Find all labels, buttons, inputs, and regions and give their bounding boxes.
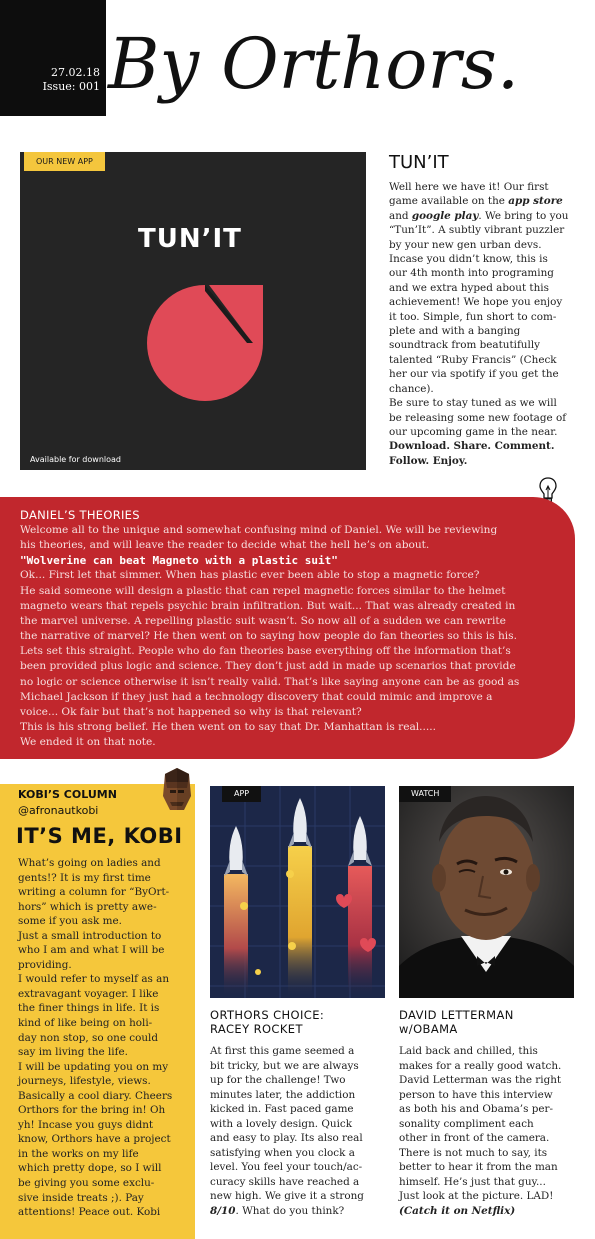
app-store-link[interactable]: app store — [508, 195, 563, 208]
issue-date: 27.02.18 — [51, 66, 100, 79]
app-feature-tag: OUR NEW APP — [24, 152, 105, 171]
netflix-note: (Catch it on Netflix) — [399, 1205, 516, 1218]
available-download-label: Available for download — [30, 455, 121, 464]
cta-line-2: Follow. Enjoy. — [389, 454, 468, 467]
racey-tag: APP — [222, 786, 261, 802]
tunit-logo-icon — [147, 285, 263, 401]
daniel-quote: "Wolverine can beat Magneto with a plastic suit" — [20, 554, 338, 568]
cta-line-1: Download. Share. Comment. — [389, 440, 555, 453]
racey-title: ORTHORS CHOICE: RACEY ROCKET — [210, 1008, 325, 1036]
kobi-heading: KOBI’S COLUMN — [18, 788, 117, 801]
issue-number: Issue: 001 — [42, 80, 100, 93]
tunit-article-title: TUN’IT — [389, 152, 449, 173]
tunit-logo-text: TUN’IT — [138, 224, 242, 254]
obama-body: Laid back and chilled, this makes for a really good watch. David Letterman was the right person to have this interview as both his and Obama’s per- sonality compliment each other in front of the camera. There is not much to say, its better to hear it from the man himself. He’s just that guy... Just look at the picture. LAD! (Catch it on Netflix) — [399, 1045, 562, 1218]
tunit-article-body: Well here we have it! Our first game available on the app store and google play. We bring to you “Tun’It”. A subtly vibrant puzzler by your new gen urban devs. Incase you didn’t know, this is our 4th month into programing and we extra hyped about this achievement! We hope you enjoy it too. Simple, fun short to com- plete and with a banging soundtrack from beatutifully talented “Ruby Francis” (Check her our via spotify if you get the chance). Be sure to stay tuned as we will be releasing some new footage of our upcoming game in the near. Download. Share. Comment. Follow. Enjoy. — [389, 181, 569, 467]
kobi-column — [0, 784, 195, 1239]
racey-rocket-image[interactable] — [210, 786, 385, 998]
racey-body: At first this game seemed a bit tricky, but we are always up for the challenge! Two minutes later, the addiction kicked in. Fast paced game with a lovely design. Quick and easy to play. Its also real satisfying when you clock a level. You feel your touch/ac- curacy skills have reached a new high. We give it a strong 8/10. What do you think? — [210, 1045, 364, 1218]
daniel-body: Welcome all to the unique and somewhat confusing mind of Daniel. We will be reviewing his theories, and will leave the reader to decide what the hell he’s on about. "Wolverine can beat Magneto with a plastic suit" Ok... First let that simmer. When has plastic ever been able to stop a magnetic force? He said someone will design a plastic that can repel magnetic forces similar to the helmet magneto wears that repels psychic brain infiltration. But wait... That was already created in the marvel universe. A repelling plastic suit wasn’t. So now all of a sudden we can rewrite the narrative of marvel? He then went on to saying how people do fan theories so this is his. Lets set this straight. People who do fan theories base everything off the information that’s been provided plus logic and science. They don’t just add in made up scenarios that provide no logic or science otherwise it isn’t really valid. That’s like saying anyone can be as good as Michael Jackson if they just had a technology discovery that could mimic and improve a voice... Ok fair but that’s not happened so why is that relevant? This is his strong belief. He then went on to say that Dr. Manhattan is real..... We ended it on that note. — [20, 523, 568, 750]
racey-rating: 8/10 — [210, 1205, 236, 1218]
kobi-avatar — [160, 766, 194, 816]
daniel-theories-panel — [0, 497, 575, 759]
masthead-title: By Orthors. — [108, 23, 520, 105]
google-play-link[interactable]: google play — [411, 209, 479, 222]
watch-tag: WATCH — [399, 786, 451, 802]
masthead-block — [0, 0, 106, 116]
kobi-body: What’s going on ladies and gents!? It is my first time writing a column for “ByOrt- hors” which is pretty awe- some if you ask me. Just a small introduction to who I am and what I will be providing. I would refer to myself as an extravagant voyager. I like the finer things in life. It is kind of like being on holi- day non stop, so one could say im living the life. I will be updating you on my journeys, lifestyle, views. Basically a cool diary. Cheers Orthors for the bring in! Oh yh! Incase you guys didnt know, Orthors have a project in the works on my life which pretty dope, so I will be giving you some exclu- sive inside treats ;). Pay attentions! Peace out. Kobi — [18, 857, 173, 1219]
issue-info — [20, 66, 100, 94]
obama-title: DAVID LETTERMAN w/OBAMA — [399, 1008, 514, 1036]
kobi-title: IT’S ME, KOBI — [16, 824, 183, 848]
obama-photo[interactable] — [399, 786, 574, 998]
kobi-handle-link[interactable]: @afronautkobi — [18, 804, 99, 817]
daniel-heading: DANIEL’S THEORIES — [20, 508, 140, 522]
